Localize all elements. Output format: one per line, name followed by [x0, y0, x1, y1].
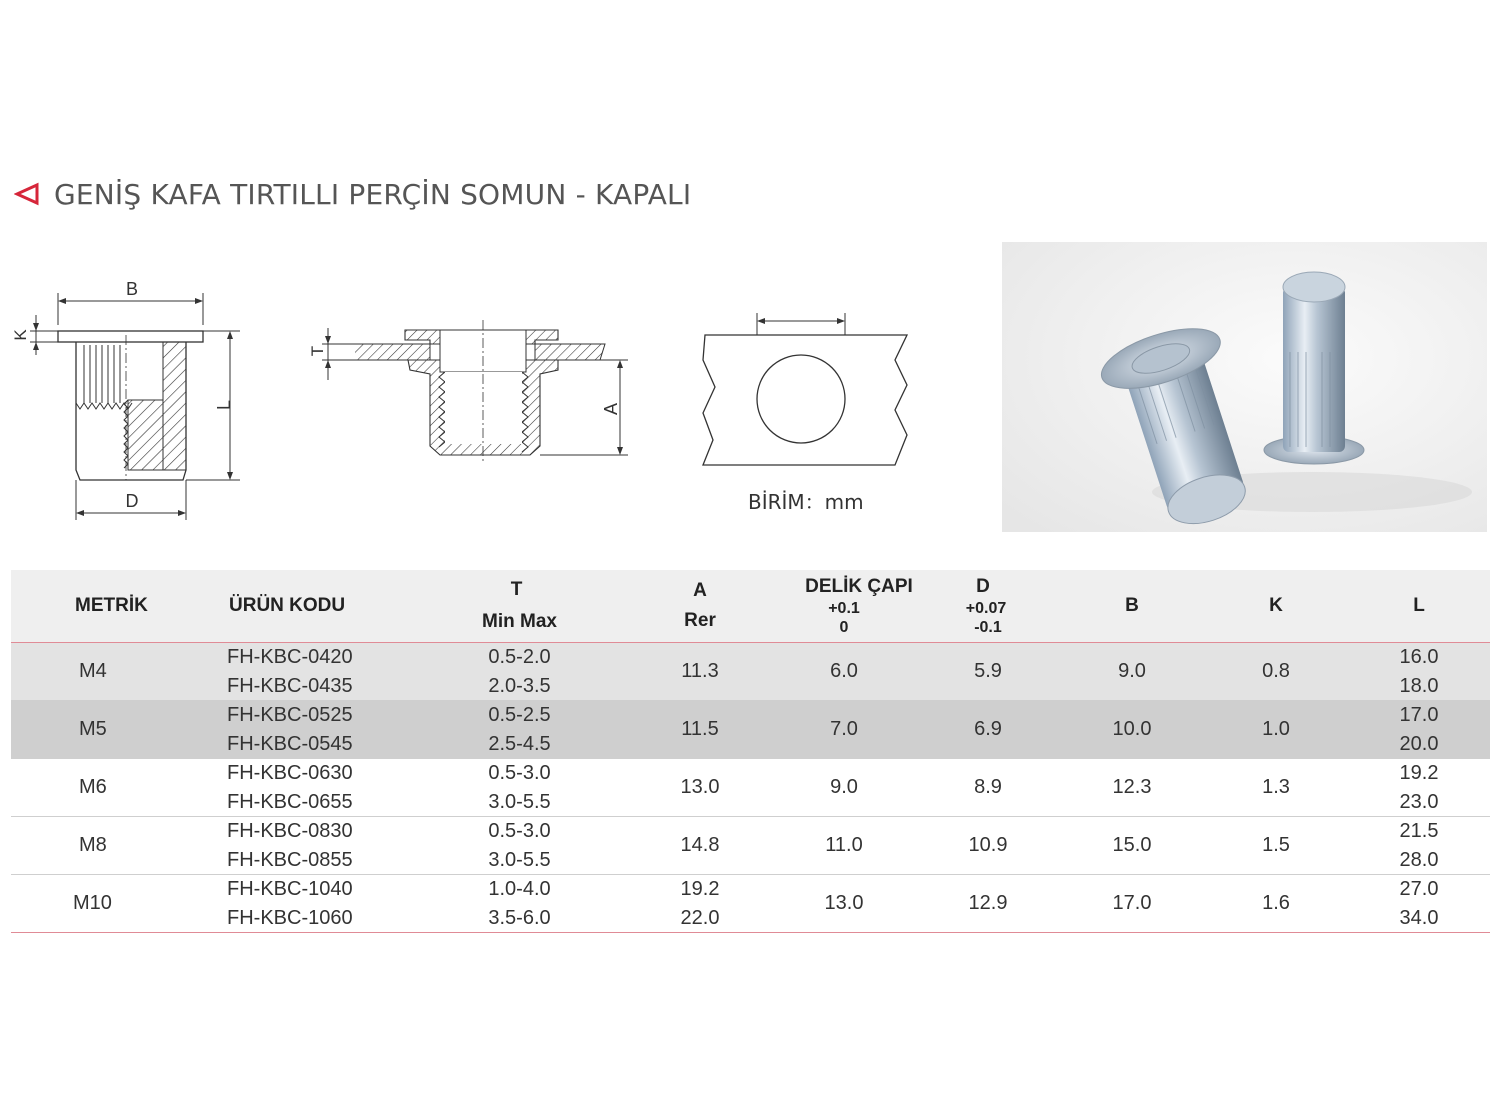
- table-row: [11, 817, 1490, 875]
- cell-b: 12.3: [1060, 759, 1204, 817]
- cell-delik: 11.0: [772, 817, 916, 875]
- table-row: [11, 759, 1490, 817]
- header-delik-capi: DELİK ÇAPI +0.1 0: [772, 570, 916, 643]
- cell-l: 16.0 18.0: [1348, 643, 1490, 701]
- triangle-left-icon: [14, 181, 40, 207]
- table-header-row: [11, 570, 1490, 643]
- cell-delik: 13.0: [772, 875, 916, 933]
- cell-k: 1.6: [1204, 875, 1348, 933]
- cell-l: 17.0 20.0: [1348, 701, 1490, 759]
- header-l: L: [1348, 570, 1490, 643]
- dim-a-label: A: [601, 402, 621, 416]
- header-urun-kodu: ÜRÜN KODU: [175, 570, 411, 643]
- cell-metrik: M10: [11, 875, 175, 933]
- cell-d: 12.9: [916, 875, 1060, 933]
- cell-b: 10.0: [1060, 701, 1204, 759]
- header-k: K: [1204, 570, 1348, 643]
- page-title: GENİŞ KAFA TIRTILLI PERÇİN SOMUN - KAPALI: [54, 177, 692, 211]
- cell-d: 10.9: [916, 817, 1060, 875]
- cell-codes: FH-KBC-0525 FH-KBC-0545: [175, 701, 411, 759]
- header-b: B: [1060, 570, 1204, 643]
- cell-t: 0.5-2.5 2.5-4.5: [411, 701, 628, 759]
- cell-t: 0.5-3.0 3.0-5.5: [411, 759, 628, 817]
- unit-label: BİRİM：mm: [748, 490, 864, 514]
- cell-k: 1.5: [1204, 817, 1348, 875]
- cell-delik: 9.0: [772, 759, 916, 817]
- cell-l: 21.5 28.0: [1348, 817, 1490, 875]
- installed-drawing: [300, 318, 645, 468]
- header-d: D +0.07 -0.1: [916, 570, 1060, 643]
- cross-section-drawing: [8, 275, 258, 525]
- cell-b: 17.0: [1060, 875, 1204, 933]
- cell-codes: FH-KBC-0830 FH-KBC-0855: [175, 817, 411, 875]
- hole-drawing: [695, 305, 920, 475]
- cell-metrik: M5: [11, 701, 175, 759]
- cell-d: 8.9: [916, 759, 1060, 817]
- cell-codes: FH-KBC-0630 FH-KBC-0655: [175, 759, 411, 817]
- cell-metrik: M8: [11, 817, 175, 875]
- cell-d: 5.9: [916, 643, 1060, 701]
- dim-d-label: D: [125, 491, 139, 511]
- cell-l: 27.0 34.0: [1348, 875, 1490, 933]
- header-t: T Min Max: [411, 570, 628, 643]
- cell-b: 9.0: [1060, 643, 1204, 701]
- title-row: [14, 174, 691, 214]
- cell-k: 0.8: [1204, 643, 1348, 701]
- dim-t-label: T: [308, 345, 327, 357]
- header-a: A Rer: [628, 570, 772, 643]
- cell-t: 0.5-2.0 2.0-3.5: [411, 643, 628, 701]
- cell-a: 13.0: [628, 759, 772, 817]
- spec-table: [11, 570, 1490, 933]
- cell-l: 19.2 23.0: [1348, 759, 1490, 817]
- header-metrik: METRİK: [11, 570, 175, 643]
- cell-metrik: M4: [11, 643, 175, 701]
- cell-a: 19.2 22.0: [628, 875, 772, 933]
- cell-a: 11.5: [628, 701, 772, 759]
- table-row: [11, 701, 1490, 759]
- cell-delik: 7.0: [772, 701, 916, 759]
- cell-k: 1.3: [1204, 759, 1348, 817]
- cell-b: 15.0: [1060, 817, 1204, 875]
- table-row: [11, 875, 1490, 933]
- cell-codes: FH-KBC-1040 FH-KBC-1060: [175, 875, 411, 933]
- cell-metrik: M6: [11, 759, 175, 817]
- cell-a: 11.3: [628, 643, 772, 701]
- cell-a: 14.8: [628, 817, 772, 875]
- cell-d: 6.9: [916, 701, 1060, 759]
- product-photo: [1002, 242, 1487, 532]
- rivet-nut-image: [1002, 242, 1487, 532]
- cell-t: 0.5-3.0 3.0-5.5: [411, 817, 628, 875]
- dim-k-label: K: [11, 329, 30, 341]
- cell-t: 1.0-4.0 3.5-6.0: [411, 875, 628, 933]
- dim-l-label: L: [214, 399, 234, 411]
- cell-delik: 6.0: [772, 643, 916, 701]
- table-row: [11, 643, 1490, 701]
- dim-b-label: B: [125, 279, 139, 299]
- cell-k: 1.0: [1204, 701, 1348, 759]
- cell-codes: FH-KBC-0420 FH-KBC-0435: [175, 643, 411, 701]
